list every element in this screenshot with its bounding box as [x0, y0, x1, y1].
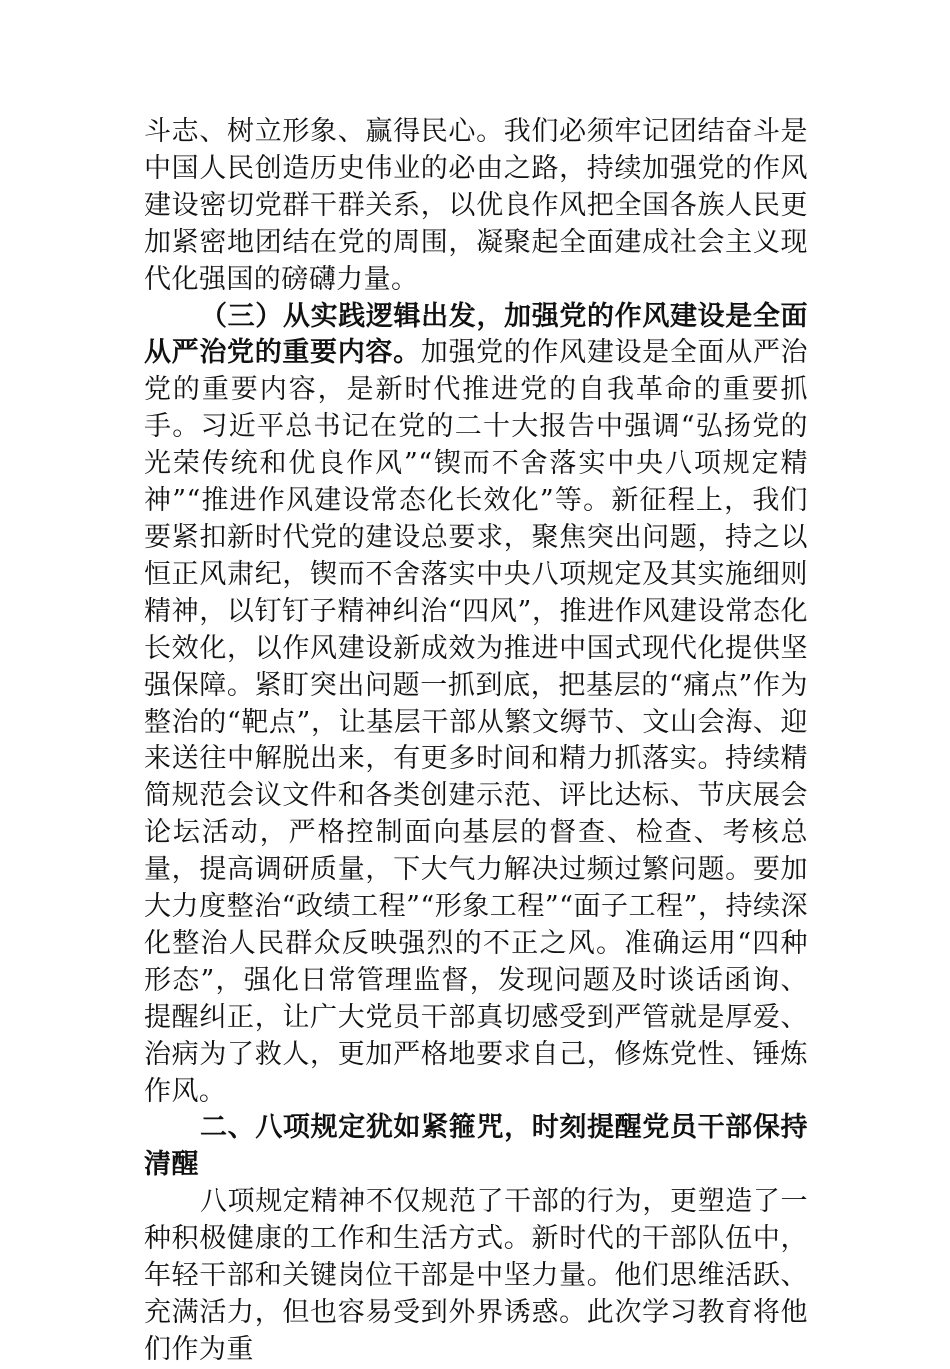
section-three-lead: （三）从实践逻辑出发，加强党的作风建设是全面从严治党的重要内容。 — [144, 300, 808, 369]
section-three-body: 加强党的作风建设是全面从严治党的重要内容，是新时代推进党的自我革命的重要抓手。习近平总书记在党的二十大报告中强调“弘扬党的光荣传统和优良作风”“锲而不舍落实中央八项规定精神”“推进作风建设常态化长效化”等。新征程上，我们要紧扣新时代党的建设总要求，聚焦突出问题，持之以恒正风肃纪，锲而不舍落实中央八项规定及其实施细则精神，以钉钉子精神纠治“四风”，推进作风建设常态化长效化，以作风建设新成效为推进中国式现代化提供坚强保障。紧盯突出问题一抓到底，把基层的“痛点”作为整治的“靶点”，让基层干部从繁文缛节、文山会海、迎来送往中解脱出来，有更多时间和精力抓落实。持续精简规范会议文件和各类创建示范、评比达标、节庆展会论坛活动，严格控制面向基层的督查、检查、考核总量，提高调研质量，下大气力解决过频过繁问题。要加大力度整治“政绩工程”“形象工程”“面子工程”，持续深化整治人民群众反映强烈的不正之风。准确运用“四种形态”，强化日常管理监督，发现问题及时谈话函询、提醒纠正，让广大党员干部真切感受到严管就是厚爱、治病为了救人，更加严格地要求自己，修炼党性、锤炼作风。 — [144, 337, 808, 1107]
document-body — [144, 114, 808, 1369]
paragraph-continuation: 斗志、树立形象、赢得民心。我们必须牢记团结奋斗是中国人民创造历史伟业的必由之路，持续加强党的作风建设密切党群干群关系，以优良作风把全国各族人民更加紧密地团结在党的周围，凝聚起全面建成社会主义现代化强国的磅礴力量。 — [144, 116, 808, 295]
paragraph-section-two-body: 八项规定精神不仅规范了干部的行为，更塑造了一种积极健康的工作和生活方式。新时代的干部队伍中，年轻干部和关键岗位干部是中坚力量。他们思维活跃、充满活力，但也容易受到外界诱惑。此次学习教育将他们作为重 — [144, 1186, 808, 1365]
paragraph-section-three — [144, 299, 808, 1111]
section-heading-two: 二、八项规定犹如紧箍咒，时刻提醒党员干部保持清醒 — [144, 1112, 808, 1181]
